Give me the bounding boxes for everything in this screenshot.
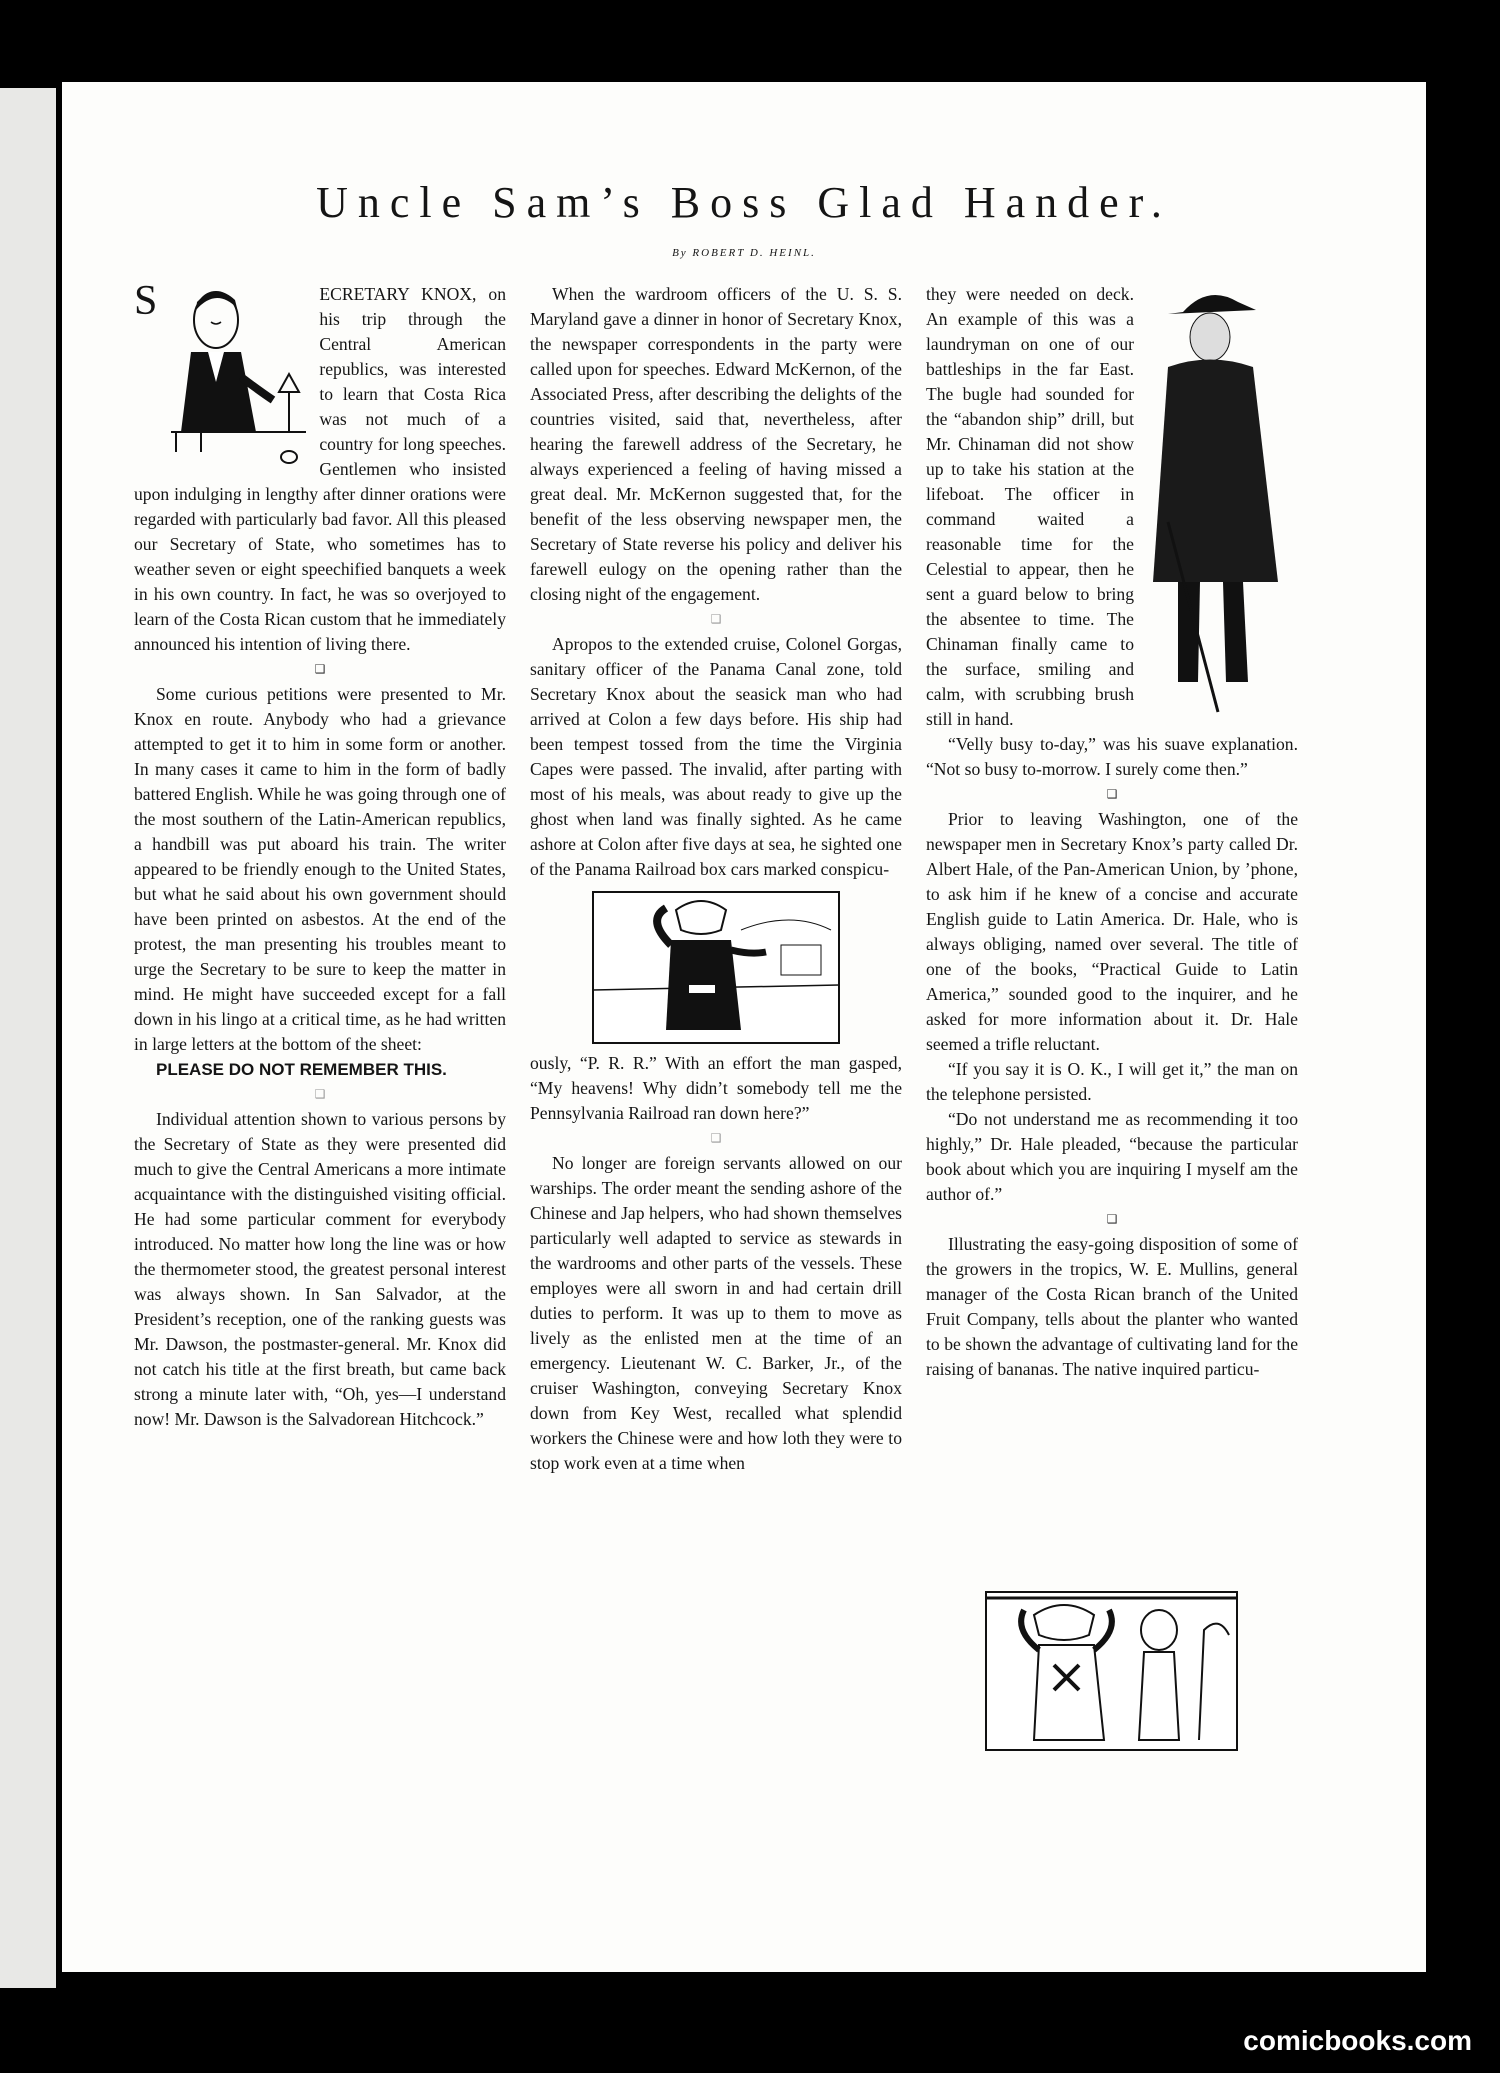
column-3 (926, 282, 1298, 1382)
section-separator: ❑ (1106, 1212, 1118, 1226)
col3-paragraph-3: “If you say it is O. K., I will get it,” the man on the telephone persisted. (926, 1059, 1298, 1104)
site-watermark: comicbooks.com (1243, 2025, 1472, 2056)
section-separator: ❑ (1106, 787, 1118, 801)
col3-paragraph-4: “Do not understand me as recommending it too highly,” Dr. Hale pleaded, “because the particular book about which you are inquiring I myself am the author of.” (926, 1109, 1298, 1204)
man-with-cane-photo (1138, 282, 1298, 722)
column-2 (530, 282, 902, 1476)
section-separator: ❑ (710, 1131, 722, 1145)
section-separator: ❑ (710, 612, 722, 626)
magazine-page (62, 82, 1426, 1972)
seasick-man-illustration (591, 890, 841, 1045)
col1-paragraph-1: S ECRETARY KNOX, on his trip through the Central American republics, was interested to learn that Costa Rica was not much of a country for long speeches. Gentlemen who insisted upon indulging in lengthy after dinner orations were regarded with particularly bad favor. All this pleased our Secretary of State, who sometimes has to weather seven or eight speechified banquets a week in his own country. In fact, he was so overjoyed to learn of the Costa Rican custom that he immediately announced his intention of living there. (134, 278, 506, 654)
facing-page-edge (0, 88, 56, 1988)
col3-paragraph-1-continued: “Velly busy to-day,” was his suave explanation. “Not so busy to-morrow. I surely come then.” (926, 734, 1298, 779)
banana-planters-illustration (984, 1590, 1239, 1752)
col1-paragraph-2: Some curious petitions were presented to Mr. Knox en route. Anybody who had a grievance attempted to get it to him in some form or another. In many cases it came to him in the form of badly battered English. While he was going through one of the most southern of the Latin-American republics, a handbill was put aboard his train. The writer appeared to be friendly enough to the United States, but what he said about his own government should have been printed on asbestos. At the end of the protest, the man presenting his troubles meant to urge the Secretary to be sure to keep the matter in mind. He might have succeeded except for a fall down in his lingo at a critical time, as he had written in large letters at the bottom of the sheet: (134, 684, 506, 1054)
col2-paragraph-2-continued: ously, “P. R. R.” With an effort the man gasped, “My heavens! Why didn’t somebody tell me the Pennsylvania Railroad ran down here?” (530, 1053, 902, 1123)
col2-paragraph-1: When the wardroom officers of the U. S. S. Maryland gave a dinner in honor of Secretary Knox, the newspaper correspondents in the party were called upon for speeches. Edward McKernon, of the Associated Press, after describing the delights of the countries visited, said that, nevertheless, after hearing the farewell address of the Secretary, he always experienced a feeling of having missed a great deal. Mr. McKernon suggested that, for the benefit of the less observing newspaper men, the Secretary of State reverse his policy and deliver his farewell eulogy on the opening rather than the closing night of the engagement. (530, 284, 902, 604)
col3-paragraph-5: Illustrating the easy-going disposition of some of the growers in the tropics, W. E. Mullins, general manager of the Costa Rican branch of the United Fruit Company, tells about the planter who wanted to be shown the advantage of cultivating land for the raising of bananas. The native inquired particu- (926, 1234, 1298, 1379)
byline: By ROBERT D. HEINL. (672, 247, 816, 259)
knox-caricature-illustration (161, 282, 311, 477)
section-separator: ❑ (314, 1087, 326, 1101)
col3-paragraph-2: Prior to leaving Washington, one of the newspaper men in Secretary Knox’s party called Dr. Albert Hale, of the Pan-American Union, by ’phone, to ask him if he knew of a concise and accurate English guide to Latin America. Dr. Hale, who is always obliging, named over several. The title of one of the books, “Practical Guide to Latin America,” sounded good to the inquirer, and he asked for more information about it. Dr. Hale seemed a trifle reluctant. (926, 809, 1298, 1054)
col2-paragraph-2: Apropos to the extended cruise, Colonel Gorgas, sanitary officer of the Panama Canal zone, told Secretary Knox about the seasick man who had arrived at Colon a few days before. His ship had been tempest tossed from the time the Virginia Capes were passed. The invalid, after parting with most of his meals, was about ready to give up the ghost when land was finally sighted. As he came ashore at Colon after five days at sea, he sighted one of the Panama Railroad box cars marked conspicu- (530, 634, 902, 879)
col1-paragraph-3: Individual attention shown to various persons by the Secretary of State as they were presented did much to give the Central Americans a more intimate acquaintance with the distinguished visiting official. He had some particular comment for everybody introduced. No matter how long the line was or how the thermometer stood, the greatest personal interest was always shown. In San Salvador, at the President’s reception, one of the ranking guests was Mr. Dawson, the postmaster-general. Mr. Knox did not catch his title at the first breath, but came back strong a minute later with, “Oh, yes—I understand now! Mr. Dawson is the Salvadorean Hitchcock.” (134, 1109, 506, 1429)
col2-paragraph-3: No longer are foreign servants allowed on our warships. The order meant the sending ashore of the Chinese and Jap helpers, who had shown themselves particularly well adapted to service as stewards in the wardrooms and other parts of the vessels. These employes were all sworn in and had certain drill duties to perform. It was up to them to move as lively as the enlisted men at the time of an emergency. Lieutenant W. C. Barker, Jr., of the cruiser Washington, conveying Secretary Knox down from Key West, recalled what splendid workers the Chinese were and how loth they were to stop work even at a time when (530, 1153, 902, 1473)
section-separator: ❑ (314, 662, 326, 676)
article-title: Uncle Sam’s Boss Glad Hander. (316, 178, 1172, 227)
column-1 (134, 278, 506, 1432)
drop-cap: S (134, 278, 158, 324)
col3-paragraph-1: they were needed on deck. An example of this was a laundryman on one of our battleships in the far East. The bugle had sounded for the “abandon ship” drill, but Mr. Chinaman did not show up to take his station at the lifeboat. The officer in command waited a reasonable time for the Celestial to appear, then he sent a guard below to bring the absentee to time. The Chinaman finally came to the surface, smiling and calm, with scrubbing brush still in hand. (926, 282, 1298, 732)
notice-text: PLEASE DO NOT REMEMBER THIS. (156, 1060, 447, 1079)
